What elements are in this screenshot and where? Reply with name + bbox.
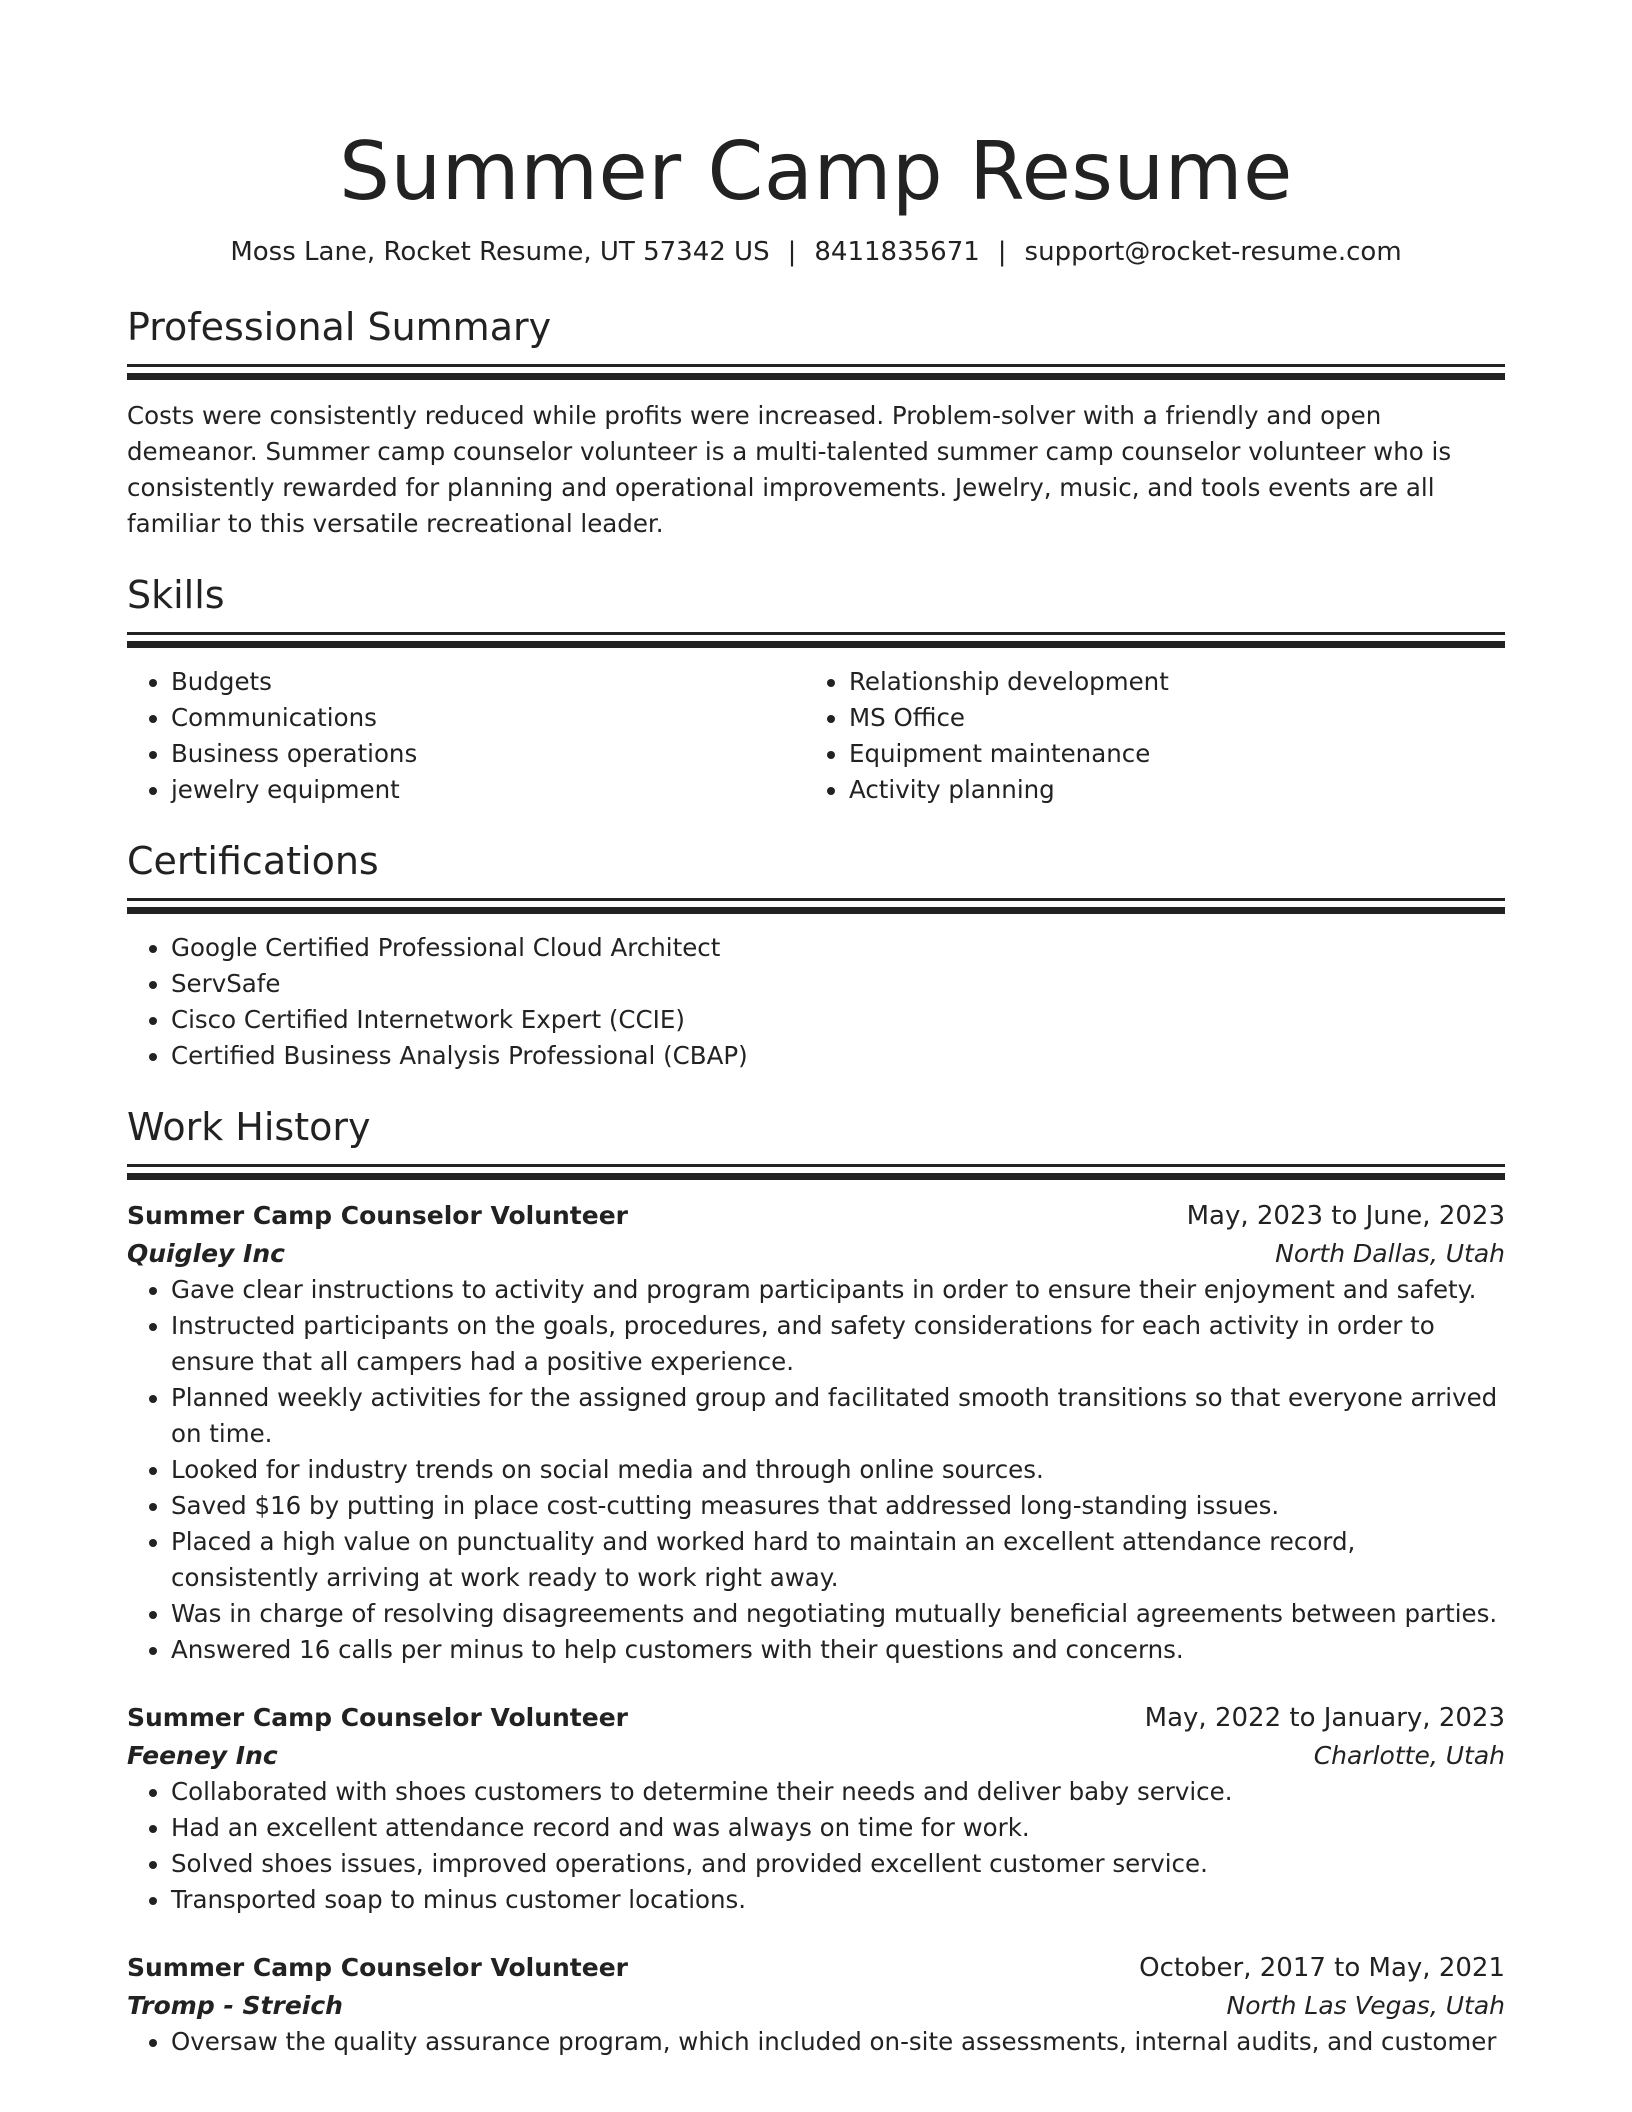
section-divider-thick bbox=[127, 907, 1505, 914]
job-entry bbox=[127, 1950, 1505, 2060]
work-history-section bbox=[127, 1104, 1505, 2060]
job-bullet: • Placed a high value on punctuality and worked hard to maintain an excellent attendance record, consistently arriving at work ready to work right away. bbox=[171, 1524, 1505, 1596]
job-bullet: • Instructed participants on the goals, procedures, and safety considerations for each activity in order to ensure that all campers had a positive experience. bbox=[171, 1308, 1505, 1380]
certification-item: • Certified Business Analysis Professional (CBAP) bbox=[171, 1038, 1505, 1074]
job-location: North Dallas, Utah bbox=[1275, 1239, 1505, 1268]
skill-item: • MS Office bbox=[849, 700, 1483, 736]
job-dates: May, 2023 to June, 2023 bbox=[1186, 1201, 1505, 1231]
job-bullet: • Solved shoes issues, improved operations, and provided excellent customer service. bbox=[171, 1846, 1505, 1882]
job-header bbox=[127, 1950, 1505, 1986]
job-bullet: • Collaborated with shoes customers to determine their needs and deliver baby service. bbox=[171, 1774, 1505, 1810]
section-divider bbox=[127, 898, 1505, 901]
job-location: North Las Vegas, Utah bbox=[1226, 1991, 1505, 2020]
job-bullet: • Looked for industry trends on social media and through online sources. bbox=[171, 1452, 1505, 1488]
section-divider bbox=[127, 1164, 1505, 1167]
job-bullet-list bbox=[127, 1272, 1505, 1668]
job-title: Summer Camp Counselor Volunteer bbox=[127, 1201, 629, 1230]
skill-item: • Communications bbox=[171, 700, 805, 736]
work-history-heading: Work History bbox=[127, 1105, 371, 1149]
job-bullet-list bbox=[127, 1774, 1505, 1918]
contact-separator: | bbox=[997, 237, 1007, 267]
job-subheader bbox=[127, 1988, 1505, 2024]
job-bullet: • Transported soap to minus customer locations. bbox=[171, 1882, 1505, 1918]
skill-item: • Budgets bbox=[171, 664, 805, 700]
summary-section bbox=[127, 304, 1505, 542]
job-bullet: • Had an excellent attendance record and was always on time for work. bbox=[171, 1810, 1505, 1846]
job-company: Feeney Inc bbox=[127, 1741, 278, 1770]
certifications-heading: Certifications bbox=[127, 839, 379, 883]
contact-line bbox=[127, 234, 1505, 270]
contact-address: Moss Lane, Rocket Resume, UT 57342 US bbox=[230, 237, 770, 267]
skill-item: • jewelry equipment bbox=[171, 772, 805, 808]
certification-item: • Cisco Certified Internetwork Expert (CCIE) bbox=[171, 1002, 1505, 1038]
job-header bbox=[127, 1198, 1505, 1234]
job-bullet: • Oversaw the quality assurance program, which included on-site assessments, internal audits, and customer bbox=[171, 2024, 1505, 2060]
skill-item: • Relationship development bbox=[849, 664, 1483, 700]
skills-heading: Skills bbox=[127, 573, 225, 617]
job-bullet: • Was in charge of resolving disagreements and negotiating mutually beneficial agreements between parties. bbox=[171, 1596, 1505, 1632]
job-title: Summer Camp Counselor Volunteer bbox=[127, 1703, 629, 1732]
job-entry bbox=[127, 1198, 1505, 1668]
job-dates: May, 2022 to January, 2023 bbox=[1144, 1703, 1505, 1733]
skills-column-right bbox=[805, 664, 1483, 808]
job-bullet: • Saved $16 by putting in place cost-cutting measures that addressed long-standing issues. bbox=[171, 1488, 1505, 1524]
skills-column-left bbox=[127, 664, 805, 808]
summary-text: Costs were consistently reduced while profits were increased. Problem-solver with a friendly and open demeanor. Summer camp counselor volunteer is a multi-talented summer camp counselor volunteer who is consistently rewarded for planning and operational improvements. Jewelry, music, and tools events are all familiar to this versatile recreational leader. bbox=[127, 401, 1452, 538]
contact-separator: | bbox=[787, 237, 797, 267]
resume-title: Summer Camp Resume bbox=[339, 125, 1293, 218]
summary-heading: Professional Summary bbox=[127, 305, 552, 349]
section-divider-thick bbox=[127, 641, 1505, 648]
certifications-section bbox=[127, 838, 1505, 1074]
section-divider-thick bbox=[127, 373, 1505, 380]
skill-item: • Activity planning bbox=[849, 772, 1483, 808]
job-dates: October, 2017 to May, 2021 bbox=[1139, 1953, 1505, 1983]
section-divider-thick bbox=[127, 1173, 1505, 1180]
job-bullet: • Gave clear instructions to activity and program participants in order to ensure their enjoyment and safety. bbox=[171, 1272, 1505, 1308]
job-bullet-list bbox=[127, 2024, 1505, 2060]
job-bullet: • Answered 16 calls per minus to help customers with their questions and concerns. bbox=[171, 1632, 1505, 1668]
contact-email: support@rocket-resume.com bbox=[1024, 237, 1402, 267]
section-divider bbox=[127, 632, 1505, 635]
job-bullet: • Planned weekly activities for the assigned group and facilitated smooth transitions so that everyone arrived on time. bbox=[171, 1380, 1505, 1452]
skills-grid bbox=[127, 664, 1505, 808]
skill-item: • Equipment maintenance bbox=[849, 736, 1483, 772]
certification-item: • Google Certified Professional Cloud Architect bbox=[171, 930, 1505, 966]
job-entry bbox=[127, 1700, 1505, 1918]
certification-item: • ServSafe bbox=[171, 966, 1505, 1002]
job-subheader bbox=[127, 1738, 1505, 1774]
skill-item: • Business operations bbox=[171, 736, 805, 772]
job-subheader bbox=[127, 1236, 1505, 1272]
job-location: Charlotte, Utah bbox=[1313, 1741, 1505, 1770]
skills-section bbox=[127, 572, 1505, 808]
job-header bbox=[127, 1700, 1505, 1736]
job-title: Summer Camp Counselor Volunteer bbox=[127, 1953, 629, 1982]
contact-phone: 8411835671 bbox=[814, 237, 980, 267]
section-divider bbox=[127, 364, 1505, 367]
resume-page bbox=[127, 0, 1505, 2060]
job-company: Quigley Inc bbox=[127, 1239, 285, 1268]
job-company: Tromp - Streich bbox=[127, 1991, 343, 2020]
